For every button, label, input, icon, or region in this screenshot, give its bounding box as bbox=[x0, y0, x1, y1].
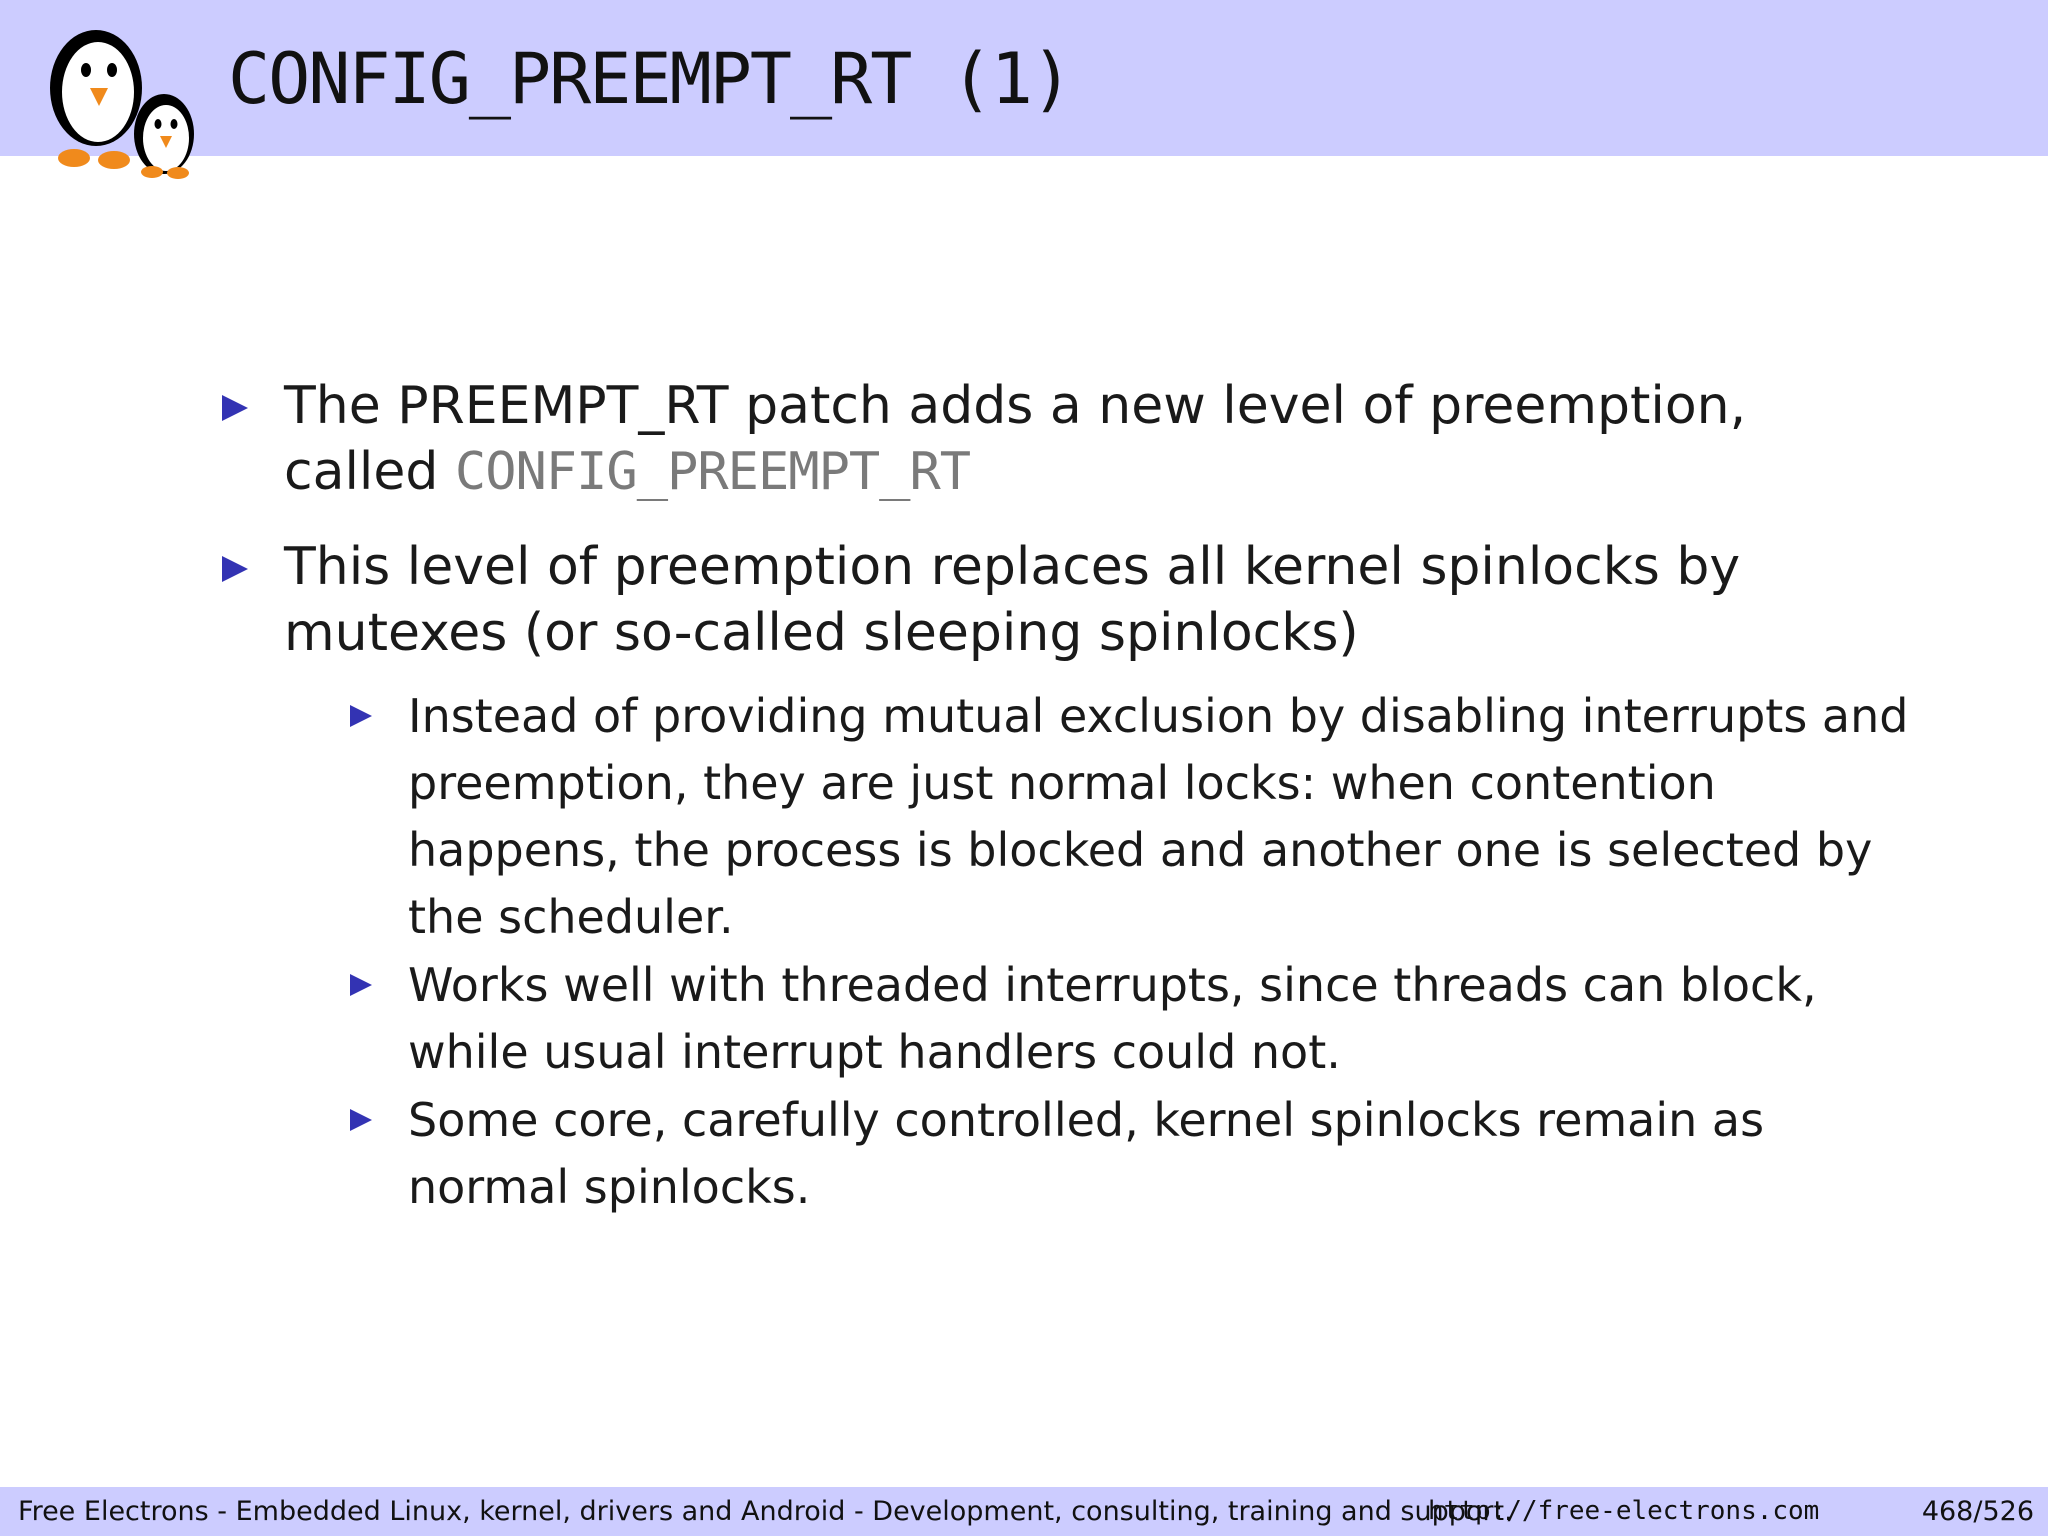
sub-bullet-1-text: Instead of providing mutual exclusion by disabling interrupts and preemption, they are just normal locks: when contention happens, the process is blocked and another one is selected by the scheduler. bbox=[408, 689, 1909, 944]
bullet-item-2 bbox=[222, 534, 1832, 666]
footer-text: Free Electrons - Embedded Linux, kernel, drivers and Android - Development, consulting, training and support. bbox=[18, 1496, 1513, 1527]
sub-bullet-item-1 bbox=[350, 683, 1910, 951]
sub-bullet-item-2 bbox=[350, 952, 1910, 1086]
config-code-text: CONFIG_PREEMPT_RT bbox=[454, 442, 971, 502]
sub-bullet-3-text: Some core, carefully controlled, kernel spinlocks remain as normal spinlocks. bbox=[408, 1093, 1765, 1214]
sub-bullet-2-text: Works well with threaded interrupts, since threads can block, while usual interrupt handlers could not. bbox=[408, 958, 1817, 1079]
triangle-bullet-icon bbox=[350, 974, 372, 996]
bullet-text bbox=[284, 373, 1832, 505]
footer-url-link[interactable]: http://free-electrons.com bbox=[1428, 1496, 1820, 1526]
triangle-bullet-icon bbox=[222, 395, 248, 421]
footer-band bbox=[0, 1487, 2048, 1536]
triangle-bullet-icon bbox=[350, 1109, 372, 1131]
page-number: 468/526 bbox=[1921, 1496, 2034, 1527]
bullet-item-1 bbox=[222, 373, 1832, 505]
slide-title: CONFIG_PREEMPT_RT (1) bbox=[228, 38, 1072, 120]
triangle-bullet-icon bbox=[222, 556, 248, 582]
triangle-bullet-icon bbox=[350, 705, 372, 727]
sub-bullet-item-3 bbox=[350, 1087, 1910, 1221]
bullet-1-text: The PREEMPT_RT patch adds a new level of preemption, called bbox=[284, 376, 1747, 502]
bullet-2-text: This level of preemption replaces all kernel spinlocks by mutexes (or so-called sleeping spinlocks) bbox=[284, 537, 1741, 663]
